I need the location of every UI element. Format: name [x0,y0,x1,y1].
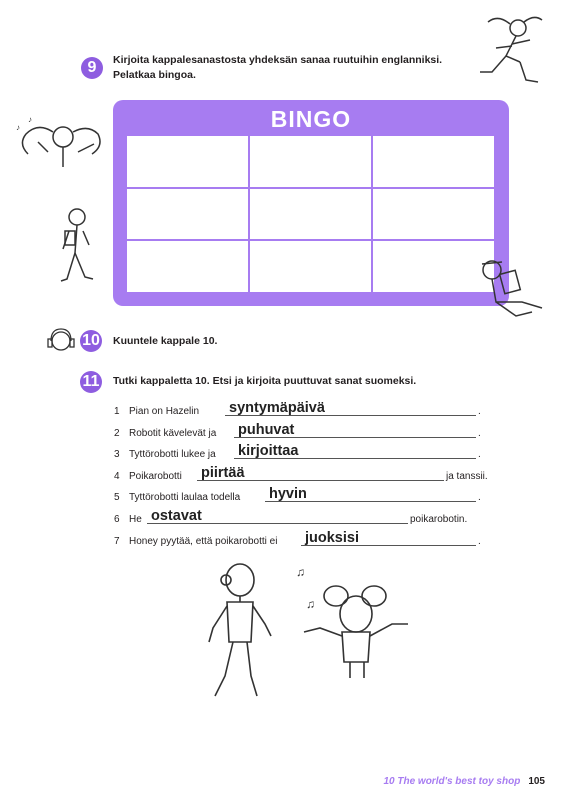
item-text-after: ja tanssii. [446,470,488,482]
chapter-title: 10 The world's best toy shop [383,776,521,787]
handwritten-answer: puhuvat [238,421,295,438]
exercise-11-instruction: Tutki kappaletta 10. Etsi ja kirjoita puuttuvat sanat suomeksi. [113,375,417,387]
instruction-line-1: Kirjoita kappalesanastosta yhdeksän sanaa ruutuihin englanniksi. [113,54,443,66]
item-text-after: . [478,449,481,461]
exercise-number-badge: 10 [80,330,102,352]
bingo-grid [127,136,494,292]
item-text-before: Pian on Hazelin [129,406,200,417]
item-text-after: . [478,406,481,417]
item-text-after: . [478,535,481,547]
exercise-number-badge: 11 [80,371,102,393]
item-text-before: Tyttörobotti laulaa todella [129,492,241,504]
item-number: 7 [114,535,120,547]
svg-text:♪: ♪ [16,123,20,132]
item-number: 5 [114,492,120,504]
fill-in-item [114,421,506,442]
item-text-before: Honey pyytää, että poikarobotti ei [129,535,278,547]
svg-text:♪: ♪ [28,115,32,124]
fill-in-item [114,464,506,485]
handwritten-answer: piirtää [201,464,245,481]
svg-text:♫: ♫ [306,597,315,611]
screaming-girl-illustration [8,112,108,177]
bingo-cell[interactable] [127,189,248,240]
item-number: 2 [114,427,120,439]
item-number: 1 [114,406,120,417]
walking-boy-illustration [55,205,100,285]
item-text-after: . [478,427,481,439]
item-text-before: Poikarobotti [129,470,182,482]
handwritten-answer: kirjoittaa [238,443,299,460]
bingo-cell[interactable] [250,136,371,187]
instruction-line-2: Pelatkaa bingoa. [113,69,196,81]
bingo-cell[interactable] [250,189,371,240]
item-text-after: . [478,492,481,504]
bingo-cell[interactable] [373,189,494,240]
fill-in-item [114,445,506,463]
robot-boy-illustration [195,558,280,703]
item-text-after: poikarobotin. [410,514,468,525]
fill-in-item [114,402,506,420]
bingo-cell[interactable] [127,241,248,292]
item-number: 6 [114,514,120,525]
page-footer [383,776,545,787]
fill-in-item [114,529,506,550]
bingo-board [113,100,509,306]
exercise-10-instruction: Kuuntele kappale 10. [113,335,218,347]
bingo-cell[interactable] [127,136,248,187]
bingo-cell[interactable] [250,241,371,292]
item-number: 3 [114,449,120,461]
handwritten-answer: juoksisi [305,529,359,546]
singing-robot-girl-illustration [292,562,422,680]
headphones-girl-icon [45,325,77,357]
bingo-title: BINGO [270,106,352,132]
page-number: 105 [528,776,545,787]
exercise-number-badge: 9 [81,57,103,79]
svg-text:♫: ♫ [296,565,305,579]
item-number: 4 [114,470,120,482]
item-text-before: He [129,514,142,525]
fill-in-item [114,510,506,528]
fill-in-item [114,488,506,506]
bingo-cell[interactable] [373,136,494,187]
running-girl-illustration [468,10,548,90]
handwritten-answer: syntymäpäivä [229,400,325,416]
item-text-before: Tyttörobotti lukee ja [129,449,216,461]
handwritten-answer: ostavat [151,508,202,524]
handwritten-answer: hyvin [269,486,307,503]
item-text-before: Robotit kävelevät ja [129,427,217,439]
exercise-9-instruction [113,53,442,83]
reading-boy-illustration [472,252,557,322]
